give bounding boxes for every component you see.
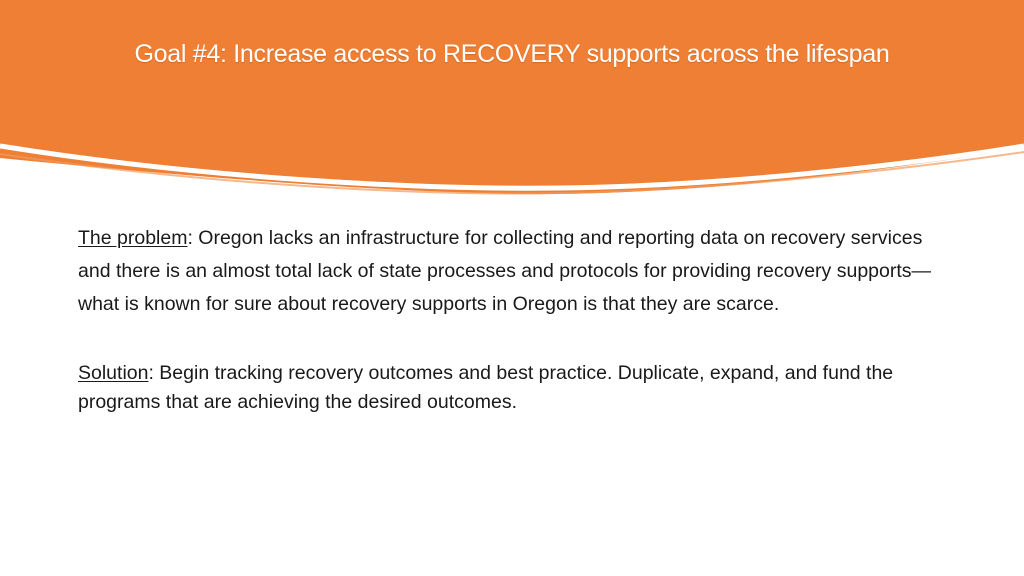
problem-text: : Oregon lacks an infrastructure for collecting and reporting data on recovery services and there is an almost total lack of state processes and protocols for providing recovery supports—what is known for sure about recovery supports in Oregon is that they are scarce. <box>78 227 932 315</box>
problem-label: The problem <box>78 227 188 249</box>
solution-label: Solution <box>78 362 149 384</box>
slide-title: Goal #4: Increase access to RECOVERY supports across the lifespan <box>134 40 890 68</box>
problem-paragraph <box>78 222 948 321</box>
solution-paragraph <box>78 359 948 417</box>
solution-text: : Begin tracking recovery outcomes and best practice. Duplicate, expand, and fund the programs that are achieving the desired outcomes. <box>78 362 894 413</box>
header-banner <box>0 0 1024 200</box>
slide-body <box>78 222 948 417</box>
